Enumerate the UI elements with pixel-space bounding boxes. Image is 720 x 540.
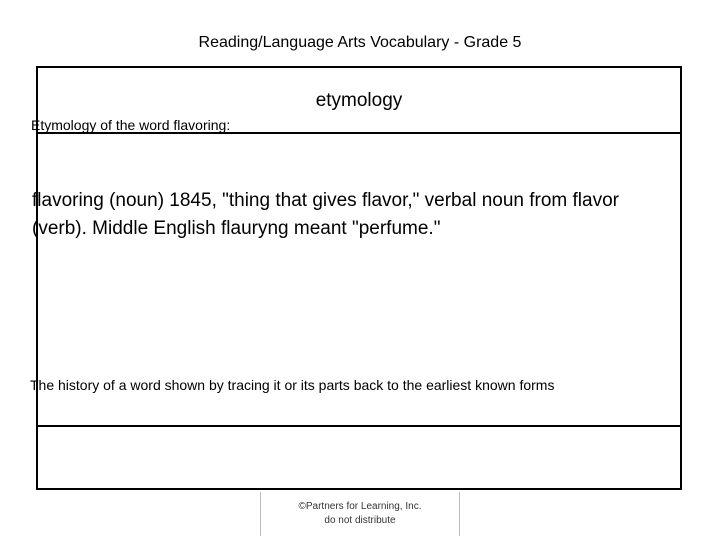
example-heading: Etymology of the word flavoring: [31,117,231,133]
definition-text: The history of a word shown by tracing it or its parts back to the earliest known forms [30,377,555,393]
copyright-footer [260,492,460,536]
page-title: Reading/Language Arts Vocabulary - Grade 5 [198,34,522,51]
copyright-line: ©Partners for Learning, Inc. [298,501,422,512]
definition-section [38,427,680,488]
vocabulary-term: etymology [315,90,403,111]
example-body: flavoring (noun) 1845, "thing that gives flavor," verbal noun from flavor (verb). Middle English flauryng meant "perfume." [32,190,619,239]
distribution-notice: do not distribute [324,515,396,526]
